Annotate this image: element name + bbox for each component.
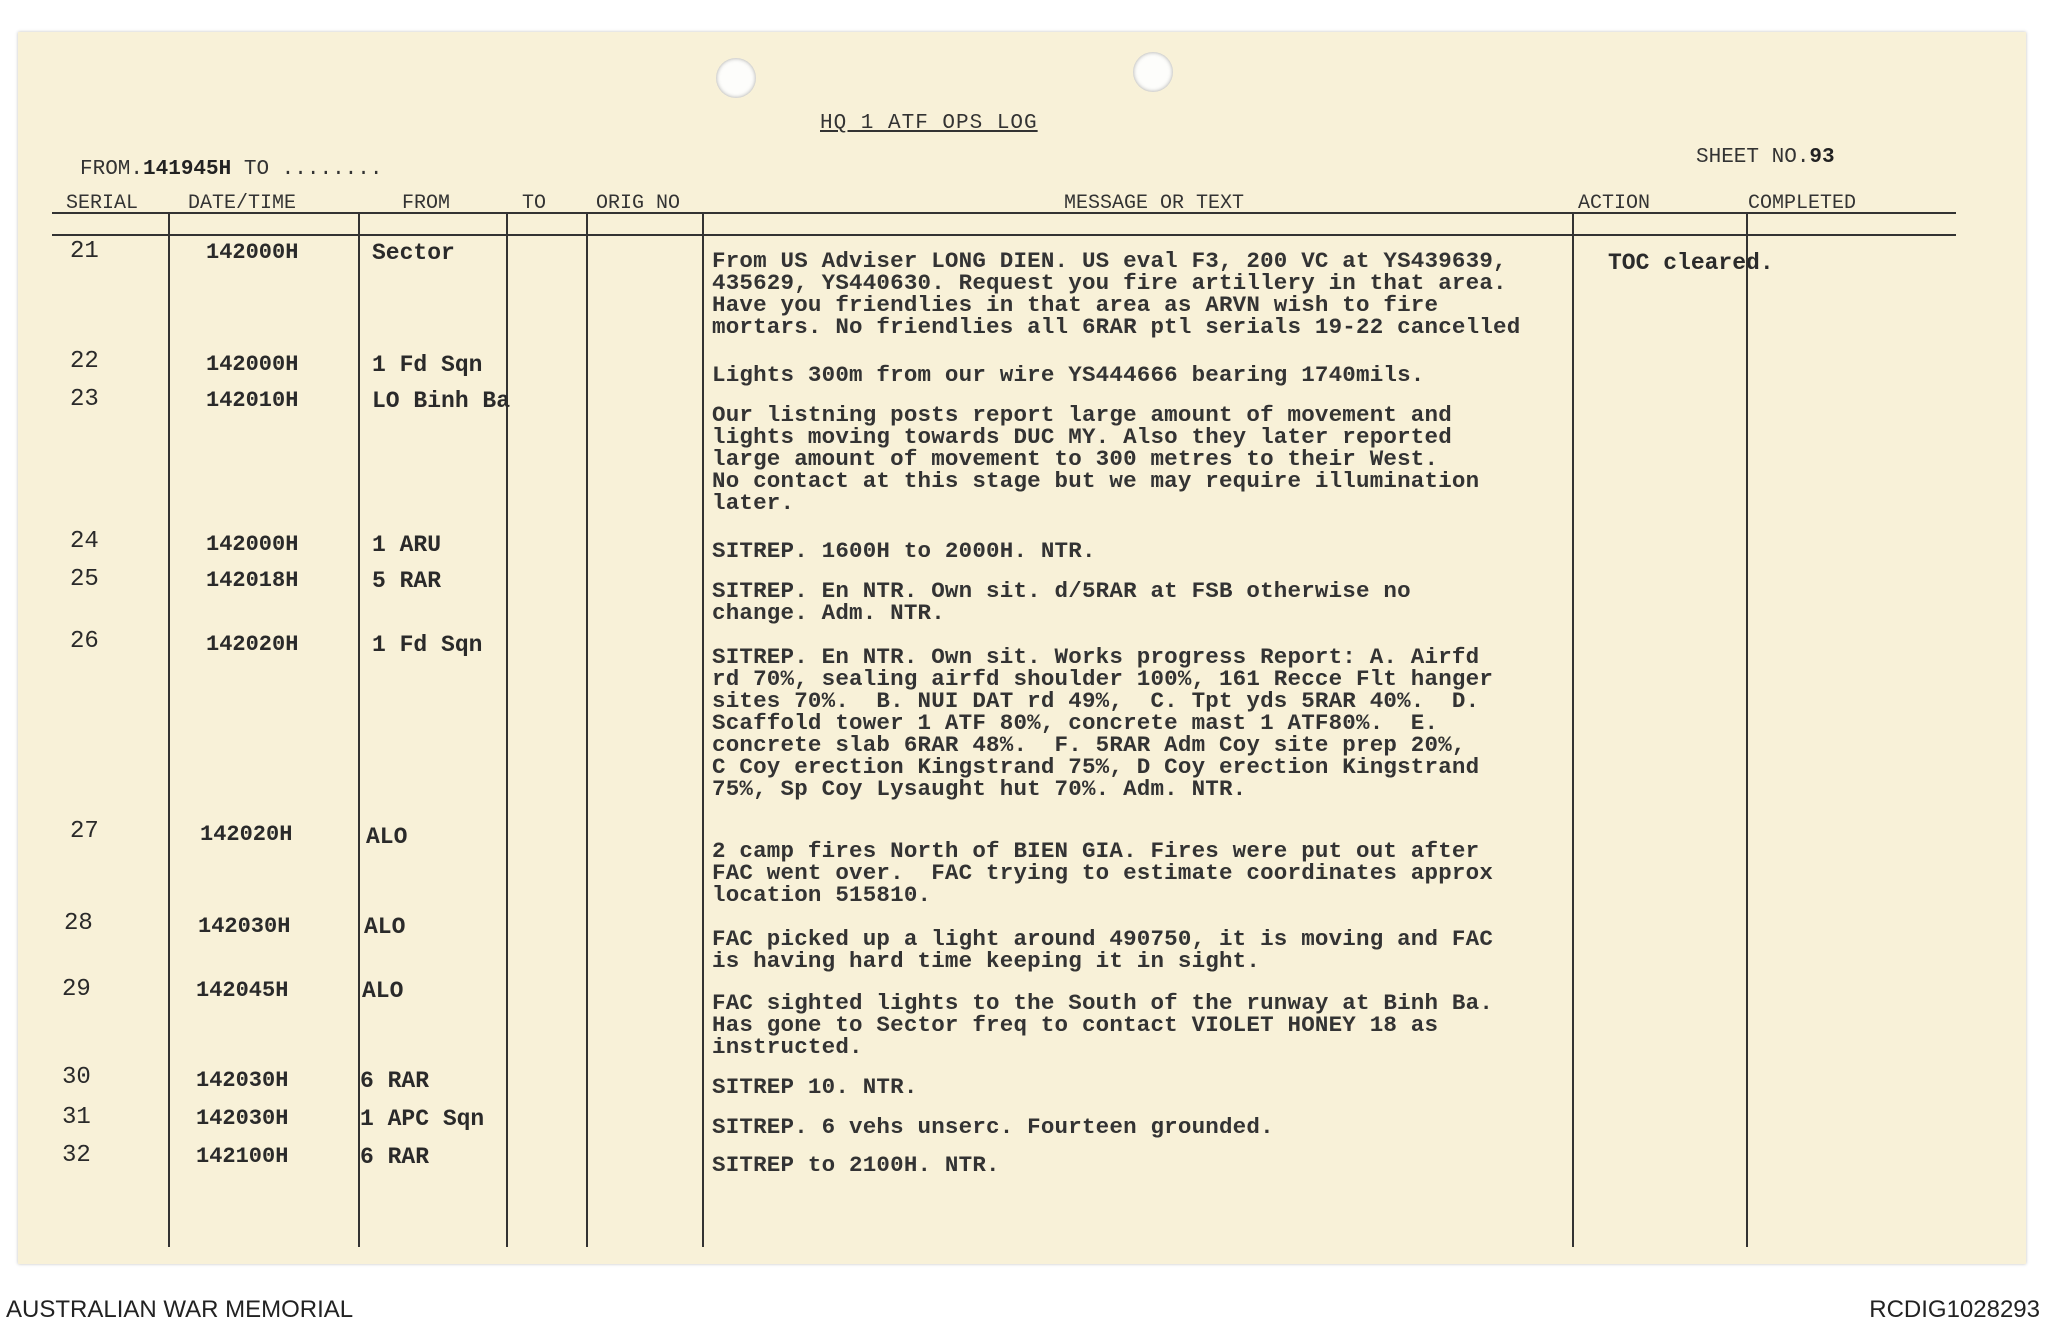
entry-message bbox=[712, 364, 1572, 386]
entry-serial: 21 bbox=[70, 238, 99, 265]
entry-serial: 24 bbox=[70, 528, 99, 555]
entry-from: Sector bbox=[372, 240, 455, 266]
entry-message bbox=[712, 928, 1572, 972]
punch-hole bbox=[1133, 52, 1173, 92]
column-divider bbox=[168, 212, 170, 1247]
entry-datetime: 142000H bbox=[206, 352, 299, 377]
message-line: C Coy erection Kingstrand 75%, D Coy erection Kingstrand bbox=[712, 754, 1480, 780]
entry-datetime: 142020H bbox=[206, 632, 299, 657]
header-rule-top bbox=[52, 212, 1956, 214]
column-divider bbox=[1572, 212, 1574, 1247]
message-line: is having hard time keeping it in sight. bbox=[712, 948, 1261, 974]
entry-datetime: 142030H bbox=[196, 1068, 289, 1093]
entry-datetime: 142030H bbox=[196, 1106, 289, 1131]
entry-datetime: 142018H bbox=[206, 568, 299, 593]
message-line: mortars. No friendlies all 6RAR ptl serials 19-22 cancelled bbox=[712, 314, 1521, 340]
sheet-value: 93 bbox=[1809, 146, 1835, 169]
entry-serial: 25 bbox=[70, 566, 99, 593]
entry-serial: 27 bbox=[70, 818, 99, 845]
entry-from: 6 RAR bbox=[360, 1144, 430, 1170]
from-label: FROM. bbox=[80, 158, 144, 181]
footer-record-id: RCDIG1028293 bbox=[1869, 1296, 2040, 1323]
sheet-label: SHEET NO. bbox=[1696, 146, 1810, 169]
entry-message bbox=[712, 540, 1572, 562]
message-line: SITREP to 2100H. NTR. bbox=[712, 1152, 1000, 1178]
entry-datetime: 142100H bbox=[196, 1144, 289, 1169]
message-line: SITREP. 6 vehs unserc. Fourteen grounded. bbox=[712, 1114, 1274, 1140]
entry-from: ALO bbox=[364, 914, 406, 940]
column-divider bbox=[586, 212, 588, 1247]
message-line: From US Adviser LONG DIEN. US eval F3, 200 VC at YS439639, bbox=[712, 248, 1507, 274]
message-line: change. Adm. NTR. bbox=[712, 600, 945, 626]
column-divider bbox=[1746, 212, 1748, 1247]
entry-datetime: 142000H bbox=[206, 240, 299, 265]
col-action: ACTION bbox=[1578, 192, 1651, 215]
entry-from: 6 RAR bbox=[360, 1068, 430, 1094]
entry-from: 1 Fd Sqn bbox=[372, 632, 483, 658]
message-line: FAC sighted lights to the South of the runway at Binh Ba. bbox=[712, 990, 1494, 1016]
to-value: ........ bbox=[281, 158, 383, 181]
col-serial: SERIAL bbox=[66, 192, 139, 215]
col-from: FROM bbox=[402, 192, 451, 215]
footer-source: AUSTRALIAN WAR MEMORIAL bbox=[6, 1296, 354, 1323]
entry-serial: 31 bbox=[62, 1104, 91, 1131]
entry-message bbox=[712, 1154, 1572, 1176]
header-rule-bottom bbox=[52, 234, 1956, 236]
entry-datetime: 142030H bbox=[198, 914, 291, 939]
entry-message bbox=[712, 840, 1572, 906]
col-to: TO bbox=[522, 192, 547, 215]
entry-message bbox=[712, 1116, 1572, 1138]
message-line: sites 70%. B. NUI DAT rd 49%, C. Tpt yds 5RAR 40%. D. bbox=[712, 688, 1480, 714]
message-line: SITREP 10. NTR. bbox=[712, 1074, 918, 1100]
message-line: 75%, Sp Coy Lysaught hut 70%. Adm. NTR. bbox=[712, 776, 1247, 802]
entry-message bbox=[712, 404, 1572, 514]
message-line: rd 70%, sealing airfd shoulder 100%, 161 Recce Flt hanger bbox=[712, 666, 1494, 692]
message-line: lights moving towards DUC MY. Also they later reported bbox=[712, 424, 1452, 450]
message-line: SITREP. En NTR. Own sit. Works progress Report: A. Airfd bbox=[712, 644, 1480, 670]
entry-message bbox=[712, 646, 1572, 800]
message-line: Has gone to Sector freq to contact VIOLET HONEY 18 as bbox=[712, 1012, 1439, 1038]
col-completed: COMPLETED bbox=[1748, 192, 1857, 215]
entry-message bbox=[712, 1076, 1572, 1098]
action-note: TOC cleared. bbox=[1608, 250, 1774, 276]
message-line: later. bbox=[712, 490, 795, 516]
message-line: SITREP. 1600H to 2000H. NTR. bbox=[712, 538, 1096, 564]
entry-serial: 29 bbox=[62, 976, 91, 1003]
entry-from: LO Binh Ba bbox=[372, 388, 511, 414]
punch-hole bbox=[716, 58, 756, 98]
message-line: SITREP. En NTR. Own sit. d/5RAR at FSB otherwise no bbox=[712, 578, 1411, 604]
col-message: MESSAGE OR TEXT bbox=[1064, 192, 1245, 215]
entry-serial: 23 bbox=[70, 386, 99, 413]
entry-from: 1 APC Sqn bbox=[360, 1106, 485, 1132]
message-line: 2 camp fires North of BIEN GIA. Fires were put out after bbox=[712, 838, 1480, 864]
message-line: instructed. bbox=[712, 1034, 863, 1060]
col-orig-no: ORIG NO bbox=[596, 192, 681, 215]
message-line: large amount of movement to 300 metres to their West. bbox=[712, 446, 1439, 472]
entry-message bbox=[712, 250, 1572, 338]
col-datetime: DATE/TIME bbox=[188, 192, 297, 215]
to-label: TO bbox=[243, 158, 270, 181]
entry-from: ALO bbox=[362, 978, 404, 1004]
message-line: Have you friendlies in that area as ARVN wish to fire bbox=[712, 292, 1439, 318]
entry-message bbox=[712, 580, 1572, 624]
entry-datetime: 142045H bbox=[196, 978, 289, 1003]
message-line: FAC went over. FAC trying to estimate coordinates approx bbox=[712, 860, 1494, 886]
sheet-number bbox=[1696, 146, 1835, 169]
column-divider bbox=[702, 212, 704, 1247]
entry-serial: 26 bbox=[70, 628, 99, 655]
entry-datetime: 142000H bbox=[206, 532, 299, 557]
entry-from: ALO bbox=[366, 824, 408, 850]
entry-serial: 22 bbox=[70, 348, 99, 375]
message-line: location 515810. bbox=[712, 882, 932, 908]
message-line: No contact at this stage but we may require illumination bbox=[712, 468, 1480, 494]
from-value: 141945H bbox=[143, 158, 232, 181]
message-line: Scaffold tower 1 ATF 80%, concrete mast 1 ATF80%. E. bbox=[712, 710, 1439, 736]
message-line: 435629, YS440630. Request you fire artillery in that area. bbox=[712, 270, 1507, 296]
entry-from: 1 Fd Sqn bbox=[372, 352, 483, 378]
message-line: concrete slab 6RAR 48%. F. 5RAR Adm Coy site prep 20%, bbox=[712, 732, 1466, 758]
entry-serial: 28 bbox=[64, 910, 93, 937]
column-divider bbox=[506, 212, 508, 1247]
entry-datetime: 142010H bbox=[206, 388, 299, 413]
entry-datetime: 142020H bbox=[200, 822, 293, 847]
entry-from: 1 ARU bbox=[372, 532, 442, 558]
entry-serial: 30 bbox=[62, 1064, 91, 1091]
entry-message bbox=[712, 992, 1572, 1058]
entry-serial: 32 bbox=[62, 1142, 91, 1169]
message-line: Our listning posts report large amount of movement and bbox=[712, 402, 1452, 428]
entry-from: 5 RAR bbox=[372, 568, 442, 594]
message-line: FAC picked up a light around 490750, it is moving and FAC bbox=[712, 926, 1494, 952]
from-to-line bbox=[80, 158, 383, 181]
log-title: HQ 1 ATF OPS LOG bbox=[820, 112, 1038, 135]
message-line: Lights 300m from our wire YS444666 bearing 1740mils. bbox=[712, 362, 1425, 388]
